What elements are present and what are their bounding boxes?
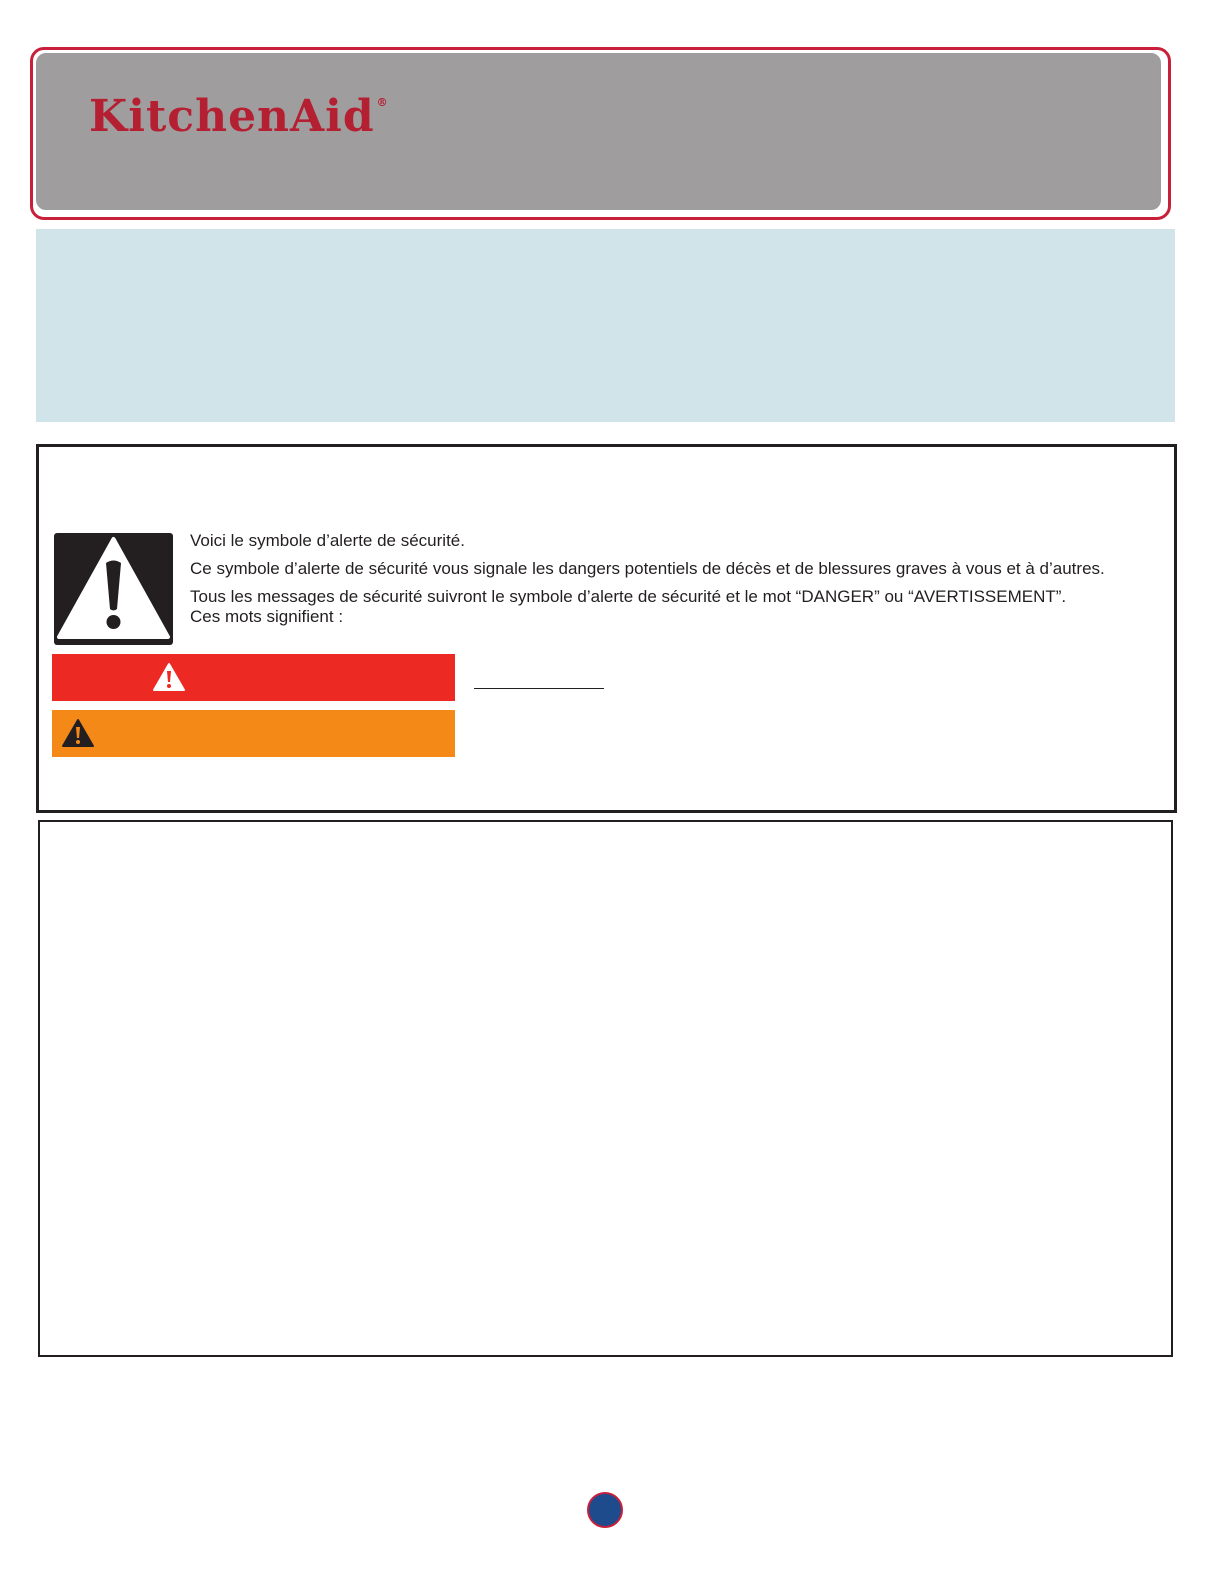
title-band <box>36 229 1175 422</box>
safety-line-1: Voici le symbole d’alerte de sécurité. <box>190 531 465 550</box>
content-box <box>38 820 1173 1357</box>
brand-name: KitchenAid <box>89 91 375 142</box>
danger-underline <box>474 688 604 689</box>
page-number-badge <box>587 1492 623 1528</box>
safety-line-4: Ces mots signifient : <box>190 607 344 626</box>
brand-logo <box>89 91 389 142</box>
danger-bar <box>52 654 455 701</box>
warning-bar <box>52 710 455 757</box>
safety-box <box>36 444 1177 813</box>
warning-triangle-white-icon <box>152 662 186 692</box>
safety-line-2: Ce symbole d’alerte de sécurité vous signale les dangers potentiels de décès et de blessures graves à vous et à d’autres. <box>190 559 1105 578</box>
safety-line-3: Tous les messages de sécurité suivront le symbole d’alerte de sécurité et le mot “DANGER” ou “AVERTISSEMENT”. <box>190 587 1067 606</box>
header-banner <box>30 47 1171 220</box>
header-panel <box>35 52 1162 211</box>
safety-text <box>190 531 1150 627</box>
warning-triangle-black-icon <box>61 718 95 748</box>
registered-mark: ® <box>376 96 389 109</box>
warning-triangle-icon <box>54 533 173 645</box>
